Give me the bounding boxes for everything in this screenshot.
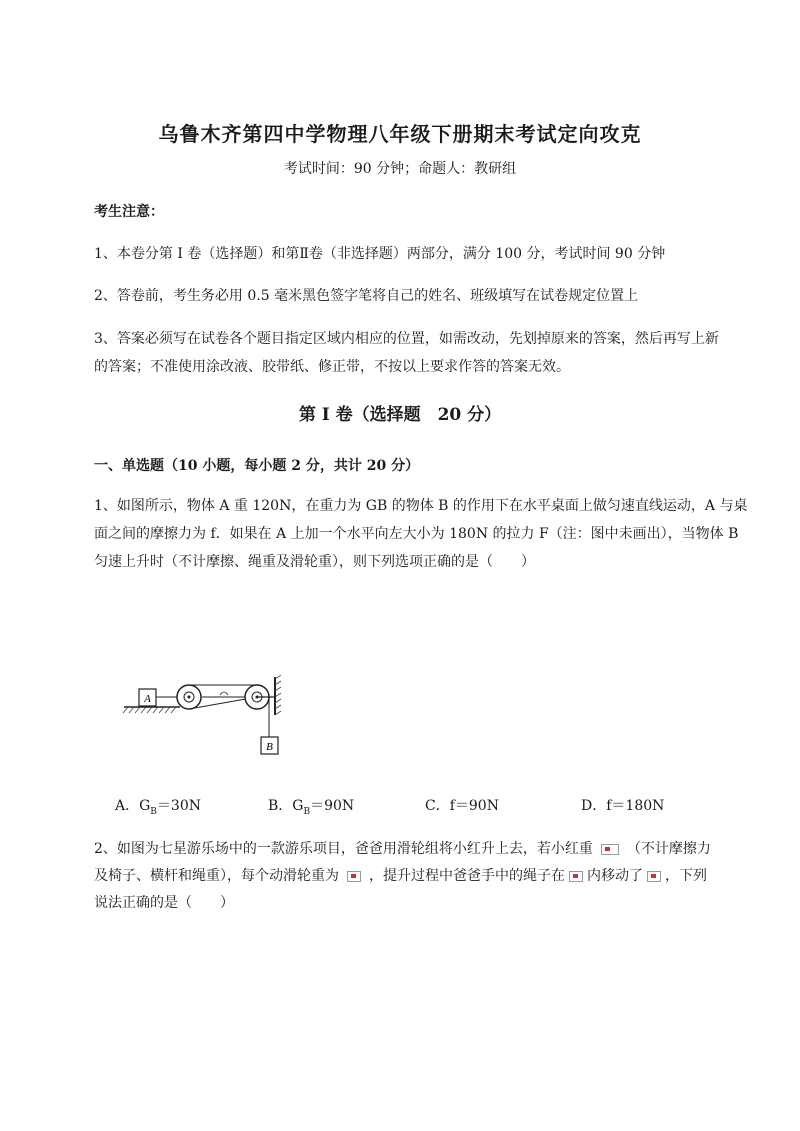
notice-heading: 考生注意：	[94, 204, 164, 220]
q1-options	[0, 795, 800, 817]
section-title: 第 I 卷（选择题 20 分）	[298, 405, 502, 425]
q2-line-2: 及椅子、横杆和绳重），每个动滑轮重为 ，提升过程中爸爸手中的绳子在 内移动了 ，下列	[94, 868, 707, 884]
notice-item-3-cont: 的答案；不准使用涂改液、胶带纸、修正带，不按以上要求作答的答案无效。	[94, 359, 570, 375]
page-subtitle: 考试时间：90 分钟；命题人：教研组	[283, 161, 517, 177]
notice-item-3: 3、答案必须写在试卷各个题目指定区域内相应的位置，如需改动，先划掉原来的答案，然后再写上新	[94, 331, 719, 347]
q1-line-3: 匀速上升时（不计摩擦、绳重及滑轮重），则下列选项正确的是（ ）	[94, 554, 535, 570]
q1-option-d[interactable]: D．f＝180N	[581, 798, 665, 814]
q1-option-b[interactable]: B．$G_B=90N$	[268, 798, 355, 817]
block-b-label: B	[266, 741, 273, 753]
q1-option-a[interactable]: A．$G_B=30N$	[115, 798, 201, 817]
notice-item-1: 1、本卷分第 I 卷（选择题）和第Ⅱ卷（非选择题）两部分，满分 100 分，考试时间 90 分钟	[94, 246, 666, 262]
broken-image-icon	[347, 871, 361, 882]
block-a-label: A	[144, 693, 151, 705]
pulley-figure	[122, 675, 292, 769]
notice-item-2: 2、答卷前，考生务必用 0.5 毫米黑色签字笔将自己的姓名、班级填写在试卷规定位置上	[94, 288, 639, 304]
broken-image-icon	[569, 871, 583, 882]
q1-option-c[interactable]: C．f＝90N	[425, 798, 499, 814]
broken-image-icon	[647, 871, 661, 882]
broken-image-icon	[601, 844, 619, 855]
question-group-title: 一、单选题（10 小题，每小题 2 分，共计 20 分）	[94, 458, 420, 474]
q2-line-1: 2、如图为七星游乐场中的一款游乐项目，爸爸用滑轮组将小红升上去，若小红重 （不计摩擦力	[94, 841, 711, 857]
q1-line-1: 1、如图所示，物体 A 重 120N，在重力为 GB 的物体 B 的作用下在水平桌面上做匀速直线运动，A 与桌	[94, 498, 748, 514]
q1-line-2: 面之间的摩擦力为 f．如果在 A 上加一个水平向左大小为 180N 的拉力 F（注：图中未画出），当物体 B	[94, 526, 739, 542]
q2-line-3: 说法正确的是（ ）	[94, 895, 234, 911]
page-title: 乌鲁木齐第四中学物理八年级下册期末考试定向攻克	[158, 122, 642, 146]
